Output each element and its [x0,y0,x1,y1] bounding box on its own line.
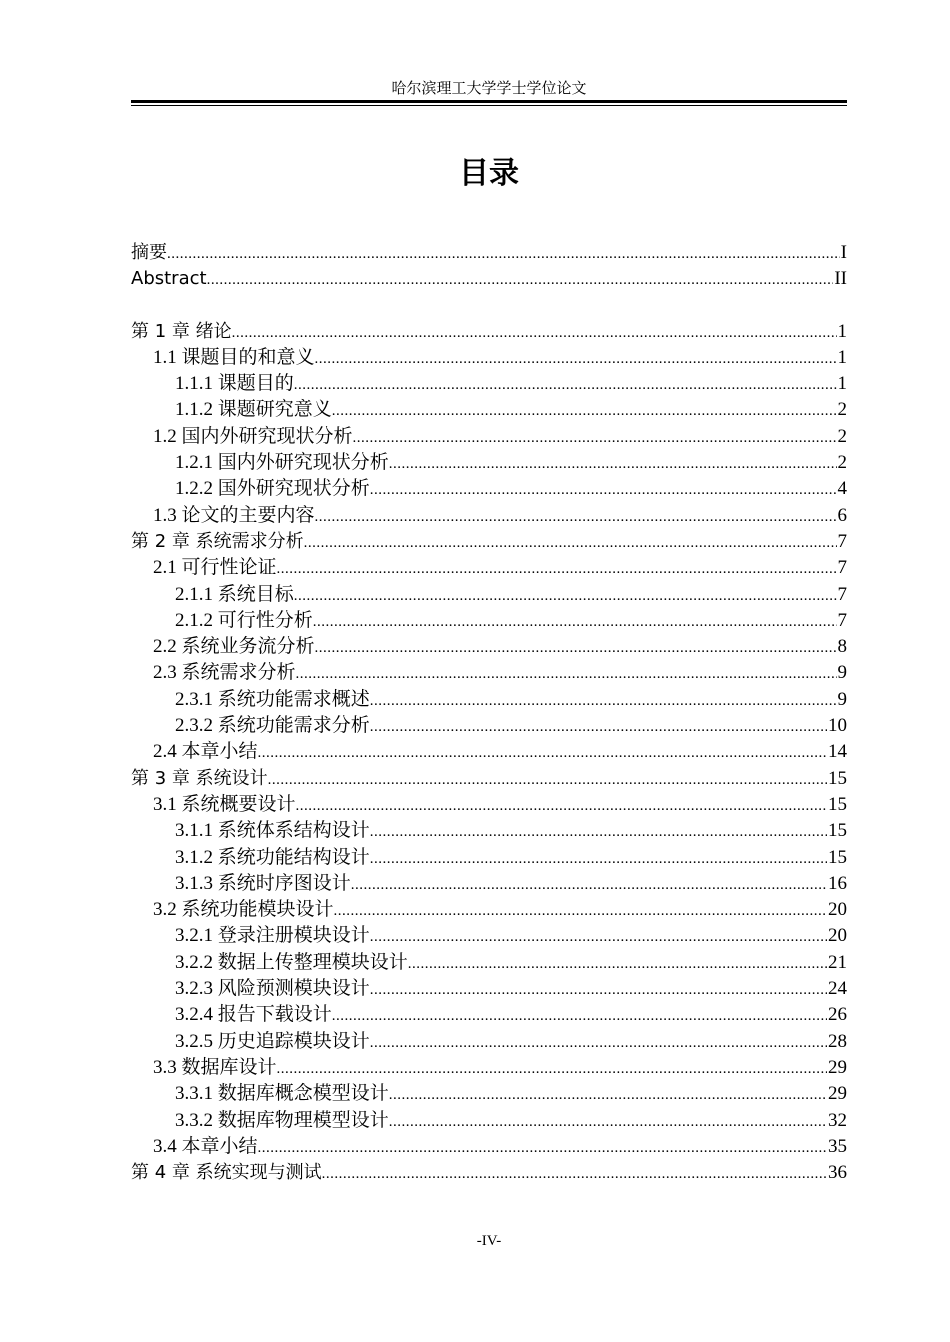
toc-entry-label: 第 1 章 绪论 [131,320,232,342]
toc-entry[interactable] [131,450,847,476]
toc-entry-label: 3.3.1 数据库概念模型设计 [175,1083,389,1105]
toc-dot-leader [315,504,837,530]
toc-dot-leader [296,793,827,819]
toc-entry-label: 3.3.2 数据库物理模型设计 [175,1109,389,1131]
toc-entry[interactable] [131,1002,847,1028]
toc-entry-label: 2.2 系统业务流分析 [153,636,315,658]
toc-dot-leader [315,346,837,372]
toc-entry-page: 7 [837,557,847,579]
toc-entry-page: 1 [837,373,847,395]
toc-entry[interactable] [131,319,847,345]
header-rule-thick [131,100,847,103]
toc-entry[interactable] [131,503,847,529]
toc-dot-leader [294,583,837,609]
toc-entry-page: 15 [828,820,847,842]
toc-dot-leader [232,320,837,346]
toc-dot-leader [370,846,827,872]
toc-entry[interactable] [131,555,847,581]
page-number: -IV- [476,1233,502,1249]
toc-entry-label: 2.3 系统需求分析 [153,662,296,684]
toc-entry-label: 2.1 可行性论证 [153,557,277,579]
toc-entry-page: 7 [837,530,847,552]
toc-entry-page: 29 [828,1056,847,1078]
toc-dot-leader [277,1056,827,1082]
toc-entry-label: 3.1.1 系统体系结构设计 [175,820,370,842]
toc-dot-leader [258,740,827,766]
toc-entry-label: 3.2.4 报告下载设计 [175,1004,332,1026]
toc-entry-label: 第 4 章 系统实现与测试 [131,1162,322,1184]
toc-dot-leader [332,398,837,424]
toc-entry-page: II [834,268,847,290]
toc-entry-label: 1.1.1 课题目的 [175,373,294,395]
toc-entry-label: 1.1 课题目的和意义 [153,346,315,368]
toc-entry[interactable] [131,371,847,397]
toc-entry[interactable] [131,950,847,976]
toc-entry-label: 2.4 本章小结 [153,741,258,763]
toc-dot-leader [294,372,837,398]
toc-entry-label: 1.3 论文的主要内容 [153,504,315,526]
toc-dot-leader [370,1030,827,1056]
toc-entry-page: 9 [837,662,847,684]
toc-dot-leader [389,1082,827,1108]
toc-entry-label: 3.2 系统功能模块设计 [153,899,334,921]
toc-entry-label: 3.2.5 历史追踪模块设计 [175,1030,370,1052]
toc-entry-page: 1 [837,320,847,342]
toc-entry-page: 24 [828,978,847,1000]
toc-dot-leader [304,530,837,556]
toc-entry-page: 21 [828,951,847,973]
toc-entry-label: 2.1.1 系统目标 [175,583,294,605]
toc-entry-page: 16 [828,872,847,894]
toc-entry-label: 1.2.1 国内外研究现状分析 [175,452,389,474]
toc-entry[interactable] [131,397,847,423]
toc-entry[interactable] [131,713,847,739]
toc-entry-label: 第 2 章 系统需求分析 [131,530,304,552]
toc-entry-page: 6 [837,504,847,526]
toc-dot-leader [315,635,837,661]
toc-entry-page: 2 [837,452,847,474]
toc-entry-page: 36 [828,1162,847,1184]
toc-dot-leader [370,714,827,740]
toc-dot-leader [167,241,840,267]
toc-entry[interactable] [131,1160,847,1186]
toc-entry-page: 2 [837,399,847,421]
toc-dot-leader [296,661,837,687]
toc-entry-label: 3.1 系统概要设计 [153,793,296,815]
toc-entry-label: 3.2.3 风险预测模块设计 [175,978,370,1000]
toc-entry[interactable] [131,687,847,713]
toc-entry-label: 1.2.2 国外研究现状分析 [175,478,370,500]
toc-entry[interactable] [131,871,847,897]
toc-entry-page: 9 [837,688,847,710]
toc-dot-leader [332,1003,827,1029]
toc-entry-label: 第 3 章 系统设计 [131,767,268,789]
toc-entry-page: 15 [828,767,847,789]
toc-entry[interactable] [131,608,847,634]
toc-dot-leader [370,977,827,1003]
toc-dot-leader [370,819,827,845]
toc-entry-page: I [840,242,847,263]
toc-entry-page: 28 [828,1030,847,1052]
toc-entry-page: 14 [828,741,847,763]
toc-entry-label: 2.1.2 可行性分析 [175,609,313,631]
toc-entry-label: 2.3.2 系统功能需求分析 [175,715,370,737]
toc-entry-page: 26 [828,1004,847,1026]
toc-entry[interactable] [131,634,847,660]
toc-entry-page: 15 [828,793,847,815]
toc-entry-page: 4 [837,478,847,500]
toc-dot-leader [313,609,837,635]
toc-dot-leader [207,267,834,293]
toc-entry-page: 8 [837,636,847,658]
toc-entry[interactable] [131,923,847,949]
toc-entry[interactable] [131,345,847,371]
toc-entry-label: 3.2.2 数据上传整理模块设计 [175,951,408,973]
toc-entry[interactable] [131,1108,847,1134]
toc-entry[interactable] [131,792,847,818]
toc-dot-leader [322,1161,827,1187]
toc-entry[interactable] [131,476,847,502]
toc-entry-label: 1.2 国内外研究现状分析 [153,425,353,447]
toc-entry[interactable] [131,240,847,266]
toc-entry-label: 3.4 本章小结 [153,1135,258,1157]
toc-entry-page: 20 [828,899,847,921]
toc-entry[interactable] [131,1029,847,1055]
toc-entry-page: 2 [837,425,847,447]
page-title: 目录 [459,156,519,191]
toc-entry-page: 20 [828,925,847,947]
toc-dot-leader [389,451,837,477]
toc-entry-label: 1.1.2 课题研究意义 [175,399,332,421]
toc-dot-leader [353,425,837,451]
toc-entry-label: 3.1.3 系统时序图设计 [175,872,351,894]
toc-dot-leader [334,898,827,924]
toc-entry-page: 29 [828,1083,847,1105]
toc-entry[interactable] [131,266,847,292]
toc-entry-page: 1 [837,346,847,368]
toc-dot-leader [258,1135,827,1161]
toc-entry-label: 3.2.1 登录注册模块设计 [175,925,370,947]
toc-entry[interactable] [131,739,847,765]
toc-entry[interactable] [131,660,847,686]
toc-dot-leader [268,767,827,793]
toc-entry-page: 10 [828,715,847,737]
toc-entry[interactable] [131,529,847,555]
toc-entry[interactable] [131,976,847,1002]
toc-dot-leader [277,556,837,582]
toc-entry-page: 7 [837,609,847,631]
toc-entry-label: 摘要 [131,242,167,263]
toc-entry[interactable] [131,845,847,871]
header-rule-thin [131,105,847,106]
toc-entry-page: 32 [828,1109,847,1131]
toc-entry-page: 15 [828,846,847,868]
toc-entry-page: 35 [828,1135,847,1157]
toc-entry-page: 7 [837,583,847,605]
toc-dot-leader [408,951,827,977]
toc-entry-label: 2.3.1 系统功能需求概述 [175,688,370,710]
toc-entry-label: 3.1.2 系统功能结构设计 [175,846,370,868]
toc-dot-leader [370,924,827,950]
toc-entry[interactable] [131,1055,847,1081]
toc-entry-label: 3.3 数据库设计 [153,1056,277,1078]
table-of-contents [131,240,847,1186]
toc-entry-label: Abstract [131,268,207,290]
toc-dot-leader [389,1109,827,1135]
toc-entry[interactable] [131,582,847,608]
toc-dot-leader [370,477,837,503]
toc-entry[interactable] [131,1134,847,1160]
running-header: 哈尔滨理工大学学士学位论文 [391,81,587,97]
toc-entry[interactable] [131,818,847,844]
toc-entry[interactable] [131,766,847,792]
toc-dot-leader [370,688,837,714]
toc-entry[interactable] [131,897,847,923]
toc-entry[interactable] [131,1081,847,1107]
toc-dot-leader [351,872,827,898]
toc-entry[interactable] [131,424,847,450]
